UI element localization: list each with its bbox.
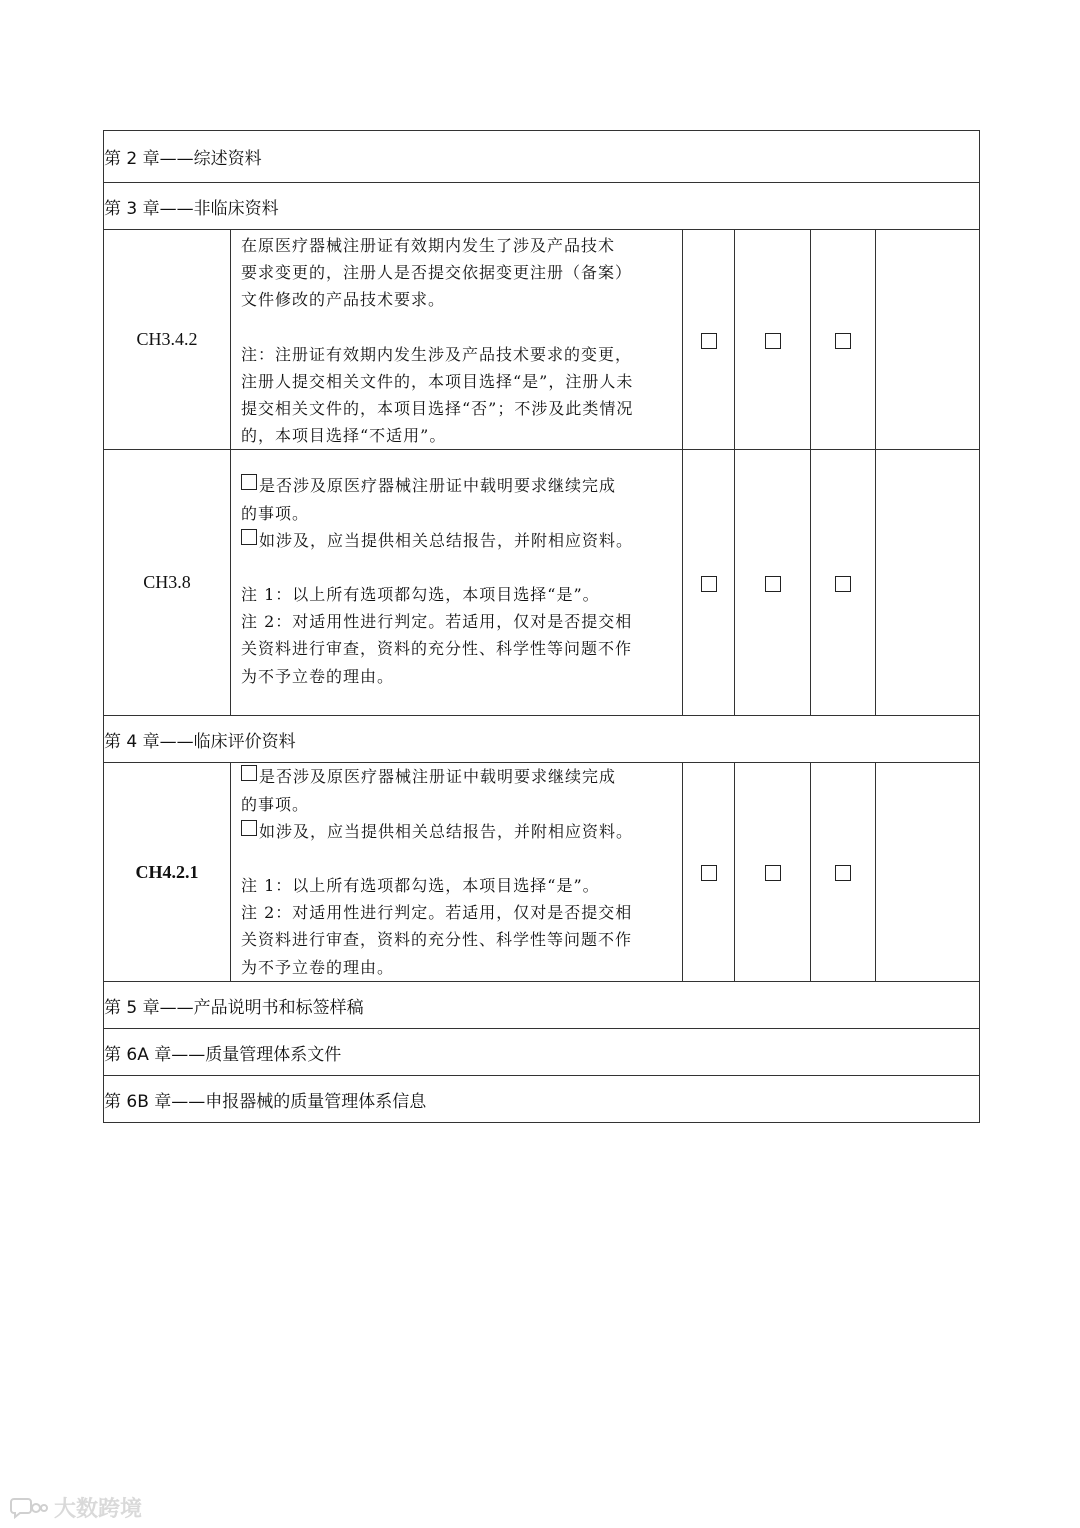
chapter-row-3 [104,183,980,230]
desc-line [241,472,674,499]
chapter-heading: 第 3 章——非临床资料 [104,183,980,230]
option-na-cell [811,230,876,450]
chapter-heading: 第 2 章——综述资料 [104,131,980,183]
desc-note-line: 注 1：以上所有选项都勾选，本项目选择“是”。 [241,585,600,605]
option-na-cell [811,450,876,716]
item-row-ch3-8 [104,450,980,716]
checkbox-icon[interactable] [701,865,717,881]
remarks-cell [876,450,980,716]
desc-note-line: 为不予立卷的理由。 [241,666,395,686]
chapter-heading: 第 4 章——临床评价资料 [104,716,980,763]
desc-note-line: 注 2：对适用性进行判定。若适用，仅对是否提交相 [241,612,633,632]
desc-note-line: 关资料进行审查，资料的充分性、科学性等问题不作 [241,639,633,659]
desc-text: 是否涉及原医疗器械注册证中载明要求继续完成 [259,767,617,787]
checkbox-icon[interactable] [701,576,717,592]
desc-line [241,818,674,845]
desc-line [241,763,674,790]
chapter-row-6b [104,1076,980,1123]
desc-note-line: 的，本项目选择“不适用”。 [241,426,447,446]
desc-line: 的事项。 [241,794,310,814]
option-no-cell [735,763,811,982]
option-no-cell [735,450,811,716]
desc-text: 如涉及，应当提供相关总结报告，并附相应资料。 [259,821,634,841]
desc-line: 文件修改的产品技术要求。 [241,290,446,310]
desc-line: 在原医疗器械注册证有效期内发生了涉及产品技术 [241,236,616,255]
chapter-row-2 [104,131,980,183]
item-row-ch4-2-1 [104,763,980,982]
option-no-cell [735,230,811,450]
option-na-cell [811,763,876,982]
item-code: CH4.2.1 [104,763,231,982]
desc-note-line: 注 2：对适用性进行判定。若适用，仅对是否提交相 [241,903,633,923]
desc-note-line: 注：注册证有效期内发生涉及产品技术要求的变更， [241,344,633,364]
checkbox-icon[interactable] [241,474,257,490]
checkbox-icon[interactable] [765,576,781,592]
item-description [231,450,683,716]
chapter-heading: 第 6A 章——质量管理体系文件 [104,1029,980,1076]
remarks-cell [876,230,980,450]
desc-line [241,527,674,554]
option-yes-cell [683,763,735,982]
remarks-cell [876,763,980,982]
item-code: CH3.8 [104,450,231,716]
checkbox-icon[interactable] [241,529,257,545]
item-row-ch3-4-2 [104,230,980,450]
desc-note-line: 为不予立卷的理由。 [241,957,395,977]
desc-text: 是否涉及原医疗器械注册证中载明要求继续完成 [259,476,617,496]
chapter-row-5 [104,982,980,1029]
checkbox-icon[interactable] [765,865,781,881]
desc-line: 的事项。 [241,503,310,523]
checkbox-icon[interactable] [835,865,851,881]
item-code: CH3.4.2 [104,230,231,450]
checkbox-icon[interactable] [835,576,851,592]
watermark-text: 大数跨境 [54,1497,143,1522]
desc-note-line: 注册人提交相关文件的，本项目选择“是”，注册人未 [241,371,634,391]
option-yes-cell [683,230,735,450]
chapter-heading: 第 6B 章——申报器械的质量管理体系信息 [104,1076,980,1123]
checkbox-icon[interactable] [701,333,717,349]
speech-bubble-logo-icon [10,1496,48,1520]
checkbox-icon[interactable] [835,333,851,349]
item-description [231,763,683,982]
desc-note-line: 关资料进行审查，资料的充分性、科学性等问题不作 [241,930,633,950]
desc-note-line: 注 1：以上所有选项都勾选，本项目选择“是”。 [241,876,600,896]
watermark [10,1492,142,1523]
checkbox-icon[interactable] [241,820,257,836]
desc-line: 要求变更的，注册人是否提交依据变更注册（备案） [241,263,633,283]
chapter-row-4 [104,716,980,763]
desc-text: 如涉及，应当提供相关总结报告，并附相应资料。 [259,530,634,550]
desc-note-line: 提交相关文件的，本项目选择“否”；不涉及此类情况 [241,399,634,419]
review-table [103,130,980,1123]
chapter-row-6a [104,1029,980,1076]
item-description [231,230,683,450]
option-yes-cell [683,450,735,716]
checkbox-icon[interactable] [765,333,781,349]
chapter-heading: 第 5 章——产品说明书和标签样稿 [104,982,980,1029]
checkbox-icon[interactable] [241,765,257,781]
